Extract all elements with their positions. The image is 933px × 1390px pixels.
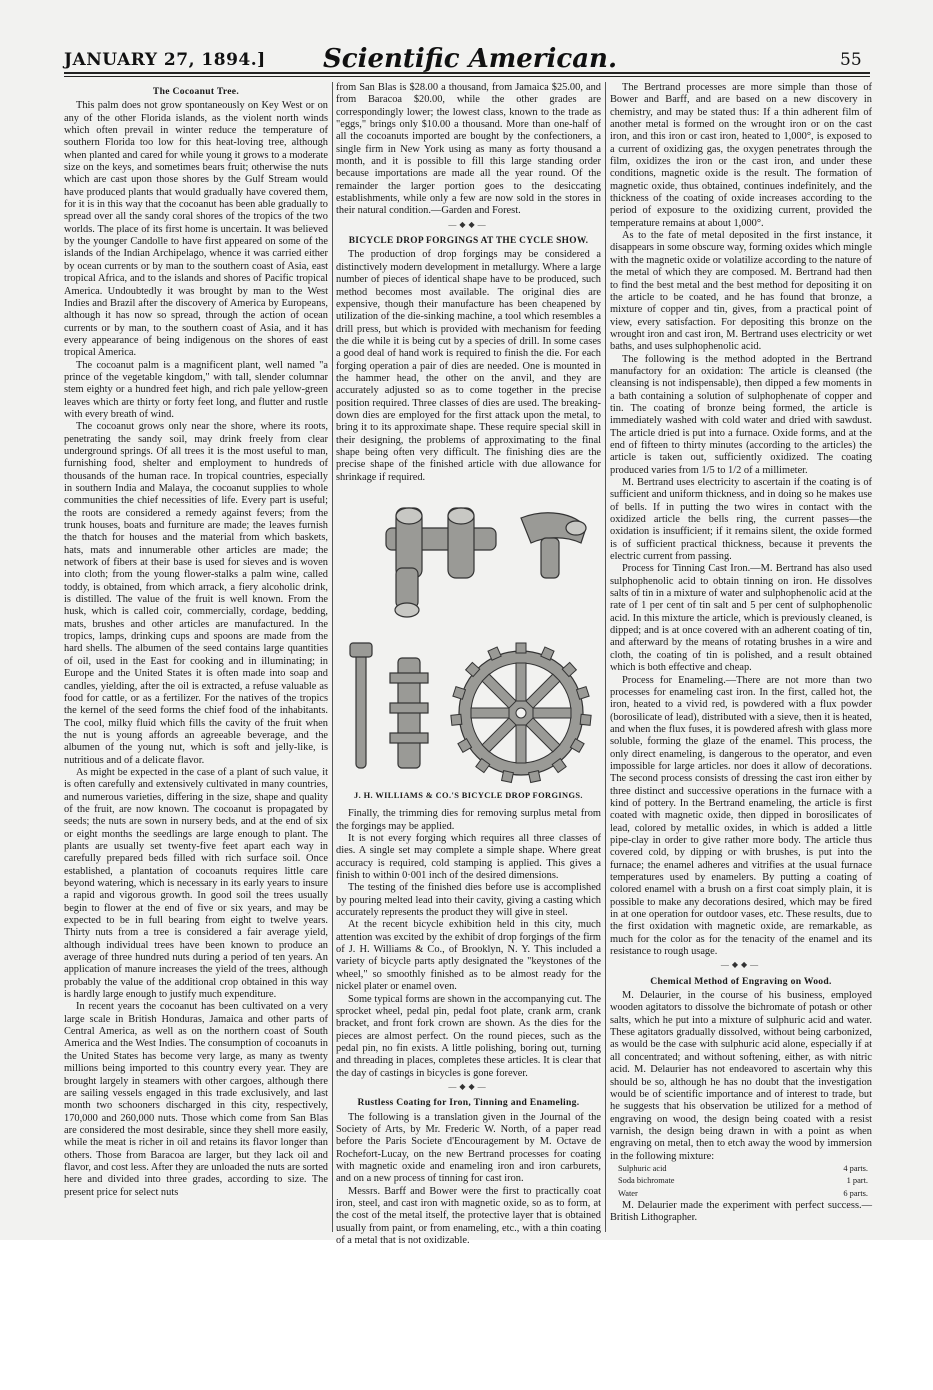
paragraph: Process for Enameling.—There are not more than two processes for enameling cast iron. In the first, called hot, the iron, heated to a vivid red, is powdered with a flux powder (borosilicate of lead), distributed with a sieve, then it is heated, and when the flux fuses, it is powdered afresh with glass more soluble, forming the glaze of the enamel. This process, the only direct enameling, is dangerous to the operator, and even impossible for large articles. nor does it allow of decorations. The second process consists of dressing the cast iron either by three distinct and successive operations in the furnace with a kind of pottery. In the Bertrand enameling, the article is first coated with magnetic oxide, then dipped in borosilicates of lead, colored by metallic oxides, in which is added a little pipe-clay in order to give rather more body. The article thus covered cold, by dipping or with brushes, is put into the furnace; the enamel adheres and vitrifies at the usual furnace temperatures used by enamelers. By putting a coating of colored enamel with a brush on a first coat simply plain, it is possible to make any decorations desired, which may be fired in at one operation for outdoor vases, etc. These results, due to the first oxidation with magnetic oxide, are remarkable, as much for the color as for the tenacity of the enamel and its resistance to rough usage. bbox=[610, 674, 872, 958]
mixture-row bbox=[610, 1175, 872, 1187]
paragraph: The following is the method adopted in the Bertrand manufactory for an oxidation: The article is cleansed (the cleansing is not indispensable), then dipped a few moments in a bath containing a solution of sulphophenate of copper and tin. The coating of bronze being formed, the article is immediately washed with cold water and dried with sawdust. The article dried is put into a furnace. Oxide forms, and at the end of fifteen to thirty minutes (according to the articles) the article is taken out, sufficiently oxidized. The coating produced varies from 1/5 to 1/2 of a millimeter. bbox=[610, 353, 872, 476]
mixture-amount: 1 part. bbox=[846, 1176, 868, 1186]
separator-ornament: —◆◆— bbox=[720, 960, 762, 970]
paragraph: As to the fate of metal deposited in the first instance, it disappears in some obscure way, forming oxides which mingle with the magnetic oxide or volatilize according to the nature of the metal of which they are composed. M. Bertrand had then to find the best metal and the best method for depositing it on the article to be coated, and he has found that bronze, a mixture of copper and tin, gives, from a practical point of view, every satisfaction. For depositing this bronze on the wrought iron and cast iron, M. Bertrand uses electricity or wet baths, and uses sulphophenolic acid. bbox=[610, 230, 872, 353]
mixture-row bbox=[610, 1163, 872, 1175]
mixture-amount: 4 parts. bbox=[843, 1163, 868, 1173]
article-title-bicycle: BICYCLE DROP FORGINGS AT THE CYCLE SHOW. bbox=[348, 236, 589, 247]
masthead: Scientific American. bbox=[322, 44, 618, 74]
separator-ornament: —◆◆— bbox=[448, 1081, 489, 1091]
issue-date: JANUARY 27, 1894.] bbox=[64, 50, 266, 70]
paragraph: The testing of the finished dies before use is accomplished by pouring melted lead into their cavity, giving a casting which accurately represents the product they will give in steel. bbox=[336, 882, 601, 919]
paragraph: As might be expected in the case of a plant of such value, it is often carefully and extensively cultivated in many countries, and numerous varieties, differing in the size, shape and quality of the fruit, are now known. The cocoanut is propagated by seeds; the nuts are sown in nursery beds, and at the end of six or eight months the seedlings are large enough to plant. The plants are usually set twenty-five feet apart each way in carefully prepared beds filled with rich surface soil. Once established, a plantation of cocoanuts requires little care beyond watering, which is necessary in its early years to insure a rapid and vigorous growth. In good soil the trees usually begin to flower at the end of five or six years, and may be expected to be in full bearing from eight to twelve years. Thirty nuts from a tree is considered a fair average yield, although individual trees have been known to produce an average of three hundred nuts during a period of ten years. An application of manure increases the yield of the trees, although probably the value of the additional crop obtained in this way is hardly large enough to justify much expenditure. bbox=[64, 766, 328, 1001]
article-title-engraving: Chemical Method of Engraving on Wood. bbox=[650, 975, 832, 987]
paragraph: The cocoanut palm is a magnificent plant, well named "a prince of the vegetable kingdom," with tall, slender columnar stem eighty or a hundred feet high, and rich pale yellow-green leaves which are thirty or forty feet long, and flutter and rustle with every breath of wind. bbox=[64, 359, 328, 420]
mixture-name: Water bbox=[618, 1188, 638, 1198]
paragraph: This palm does not grow spontaneously on Key West or on any of the other Florida islands, as the violent north winds which often prevail in winter reduce the temperature of southern Florida too low for this heat-loving tree, although when planted and cared for while young it grows to a moderate size on the keys, and sometimes bears fruit; otherwise the nuts which are cast upon those shores by the Gulf Stream would have produced plants that would gradually have covered them, for it is in this way that the cocoanut has been able gradually to spread over all the sandy coral shores of the tropics of the two worlds. The place of its first home is uncertain. It was believed by the younger Candolle to have first appeared on some of the islands of the Indian Archipelago, whence it was carried either by ocean currents or by man to the southern coast of Asia, east tropical Africa, and to the islands and shores of Pacific tropical America. Undoubtedly it was brought by man to the West Indies and Brazil after the discovery of America by Europeans, although it has now so spread, through the action of ocean currents or by man, to the southern coast of Asia, and it has every appearance of being indigenous on the shores of east tropical America. bbox=[64, 100, 328, 359]
column-1 bbox=[64, 82, 328, 1232]
paragraph: M. Bertrand uses electricity to ascertain if the coating is of sufficient and uniform thickness, and in doing so he makes use of bells. If in putting the two wires in contact with the oxidized article the bells ring, the current passes—the oxidation is insufficient; if it remains silent, the oxide formed is of sufficient practical thickness, because it prevents the electric current from passing. bbox=[610, 477, 872, 563]
article-title-rustless: Rustless Coating for Iron, Tinning and Enameling. bbox=[357, 1097, 580, 1109]
column-3 bbox=[610, 82, 872, 1232]
paragraph: The cocoanut grows only near the shore, where its roots, penetrating the sandy soil, may drink freely from clear underground springs. Of all trees it is the most useful to man, furnishing food, shelter and employment to hundreds of thousands of the human race. In tropical countries, especially in southern India and Malaya, the cocoanut supplies to whole communities the chief necessities of life. Every part is useful; the roots are considered a remedy against fevers; from the trunk houses, boats and furniture are made; the leaves furnish the thatch for houses and the material from which baskets, hats, mats and innumerable other articles are made; the network of fibers at their base is used for sieves and is woven into cloth; from the young flower-stalks a palm wine, called toddy, is obtained, from which arrack, a fiery alcoholic drink, is distilled. The value of the fruit is well known. From the husk, which is called coir, commercially, cordage, bedding, mats, brushes and other articles are manufactured. In the tropics, lamps, drinking cups and spoons are made from the hard shells. The albumen of the seed contains large quantities of oil, used in the East for cooking and in illuminating; in Europe and the United States it is often made into soap and candles, yielding, after the oil is extracted, a refuse valuable as food for cattle, or as a fertilizer. For the natives of the tropics the kernel of the seed forms the chief food of the inhabitants. The cool, milky fluid which fills the cavity of the fruit when the nut is young affords an agreeable beverage, and the albumen of the young nut, which is soft and jelly-like, is nutritious and of a delicate flavor. bbox=[64, 421, 328, 766]
paragraph: Process for Tinning Cast Iron.—M. Bertrand has also used sulphophenolic acid to obtain tinning on iron. He dissolves salts of tin in a mixture of water and sulphophenolic acid at the rate of 1 per cent of tin salt and 5 per cent of sulphophenolic acid. In this mixture the article, which is previously cleaned, is dipped; and is at once covered with an adherent coating of tin, and afterward by the means of rotating brushes in a wire and cloth, the coating of tin is polished, and a result obtained which is both effective and cheap. bbox=[610, 563, 873, 674]
mixture-name: Sulphuric acid bbox=[618, 1163, 667, 1173]
paragraph: The following is a translation given in the Journal of the Society of Arts, by Mr. Frederic W. North, of a paper read before the Paris Societe d'Encouragement by M. Octave de Rochefort-Lucay, on the new Bertrand processes for coating with magnetic oxide and enameling iron and iron carburets, and on a new process of tinning for cast iron. bbox=[336, 1111, 601, 1185]
article-title-cocoanut: The Cocoanut Tree. bbox=[152, 86, 240, 97]
page-number: 55 bbox=[840, 50, 862, 70]
paragraph: from San Blas is $28.00 a thousand, from Jamaica $25.00, and from Baracoa $20.00, while the other grades are correspondingly lower; the lowest class, known to the trade as "eggs," brings only $10.00 a thousand. More than one-half of all the cocoanuts imported are bought by the confectioners, a single firm in New York using as many as forty thousand a month, and it is possible to fill this large standing order because importations are made all the year round. Of the remainder the larger portion goes to the desiccating establishments, while only a few are now sold in the stores in their natural condition.—Garden and Forest. bbox=[336, 82, 601, 217]
bicycle-forgings-illustration bbox=[336, 488, 601, 788]
separator-ornament: —◆◆— bbox=[448, 219, 489, 229]
paragraph: At the recent bicycle exhibition held in this city, much attention was excited by the exhibit of drop forgings of the firm of J. H. Williams & Co., of Brooklyn, N. Y. This included a variety of bicycle parts aptly designated the "keystones of the wheel," so smoothly finished as to be almost ready for the nickel plater or enamel oven. bbox=[336, 919, 601, 993]
column-divider bbox=[332, 82, 333, 1232]
header-rule bbox=[64, 72, 870, 74]
paragraph: It is not every forging which requires all three classes of dies. A single set may complete a simple shape. Where great accuracy is required, cold stamping is applied. This gives a finish to within 0·001 inch of the desired dimensions. bbox=[336, 833, 601, 882]
paragraph: Finally, the trimming dies for removing surplus metal from the forgings may be applied. bbox=[336, 808, 601, 832]
column-divider bbox=[605, 82, 606, 1232]
mixture-name: Soda bichromate bbox=[618, 1176, 675, 1186]
paragraph: The production of drop forgings may be considered a distinctively modern development in metallurgy. Where a large number of pieces of identical shape have to be produced, such method becomes most available. The original dies are expensive, though their manufacture has been cheapened by utilization of the die-sinking machine, a tool which resembles a drill press, but which is provided with mechanism for feeding the die while it is being cut by a species of drill. In some cases a good deal of hand work is required to finish the die. For each forging operation a pair of dies are needed. One is mounted in the hammer head, the other on the anvil, and they are accurately adjusted so as to come together in the precise position required. Three classes of dies are used. The breaking-down dies are employed for the first attack upon the metal, to bring it to its approximate shape. These require special skill in their designing, the problems of approximating to the final shape being often very difficult. The finishing dies are the precise shape of the finished article with due allowance for shrinkage if required. bbox=[336, 249, 601, 483]
figure-caption: J. H. WILLIAMS & CO.'S BICYCLE DROP FORGINGS. bbox=[354, 791, 583, 800]
mixture-row bbox=[610, 1188, 872, 1200]
paragraph: Some typical forms are shown in the accompanying cut. The sprocket wheel, pedal pin, pedal foot plate, crank arm, crank bracket, and front fork crown are shown. As the dies for the pieces are almost perfect. On the round pieces, such as the pedal pin, no fin exists. A little polishing, boring out, turning and threading in places, completes these articles. It is clear that the day of castings in bicycles is gone forever. bbox=[336, 993, 601, 1079]
paragraph: The Bertrand processes are more simple than those of Bower and Barff, and are based on a new discovery in chemistry, and may be stated thus: If a thin adherent film of another metal is formed on the wrought iron or on the cast iron, and this iron or cast iron, heated to 1,000°, is exposed to a current of oxidizing gas, the oxygen penetrates through the film, oxidizes the iron or the cast iron, and under these conditions, magnetic oxide is the result. The formation of magnetic oxide, thus obtained, continues indefinitely, and the thickness of the coating of oxide increases according to the period of exposure to the oxidizing current, provided the temperature remains at about 1,000°. bbox=[610, 82, 872, 229]
paragraph: M. Delaurier, in the course of his business, employed wooden agitators to dissolve the bichromate of potash or other salts, which he put into a mixture of sulphuric acid and water. These agitators gradually dissolved, without being carbonized, as would be the case with sulphuric acid alone, especially if at all concentrated; and without softening, either, as with nitric acid. M. Delaurier has not endeavored to ascertain why this should be so, although he has no doubt that the investigation would be of scientific importance and of interest to trade, but he suggests that his observation be utilized for a method of engraving on wood, the design being coated with a resist varnish, the design being drawn in with a point as when engraving on metal, then to etch away the wood by immersion in the following mixture: bbox=[610, 990, 872, 1162]
mixture-amount: 6 parts. bbox=[843, 1188, 868, 1198]
column-2 bbox=[336, 82, 601, 1247]
header-rule-thin bbox=[64, 76, 870, 77]
paragraph: M. Delaurier made the experiment with perfect success.—British Lithographer. bbox=[610, 1199, 872, 1224]
paragraph: In recent years the cocoanut has been cultivated on a very large scale in British Honduras, Jamaica and other parts of Central America, as well as on the northern coast of South America and the West Indies. The consumption of cocoanuts in the United States has become very large, as many as twenty millions being imported to this country every year. They are brought largely in steamers with other cargoes, although there are sailing vessels engaged in this trade exclusively, and last month two schooners discharged in this city, respectively, 170,000 and 260,000 nuts. Those which come from San Blas are considered the most desirable, since they shell more easily, while the meat is richer in oil and retains its flavor longer than others. Those from Baracoa are larger, but they lack oil and flavor, and cost less. After they are unloaded the nuts are sorted here and divided into three grades, according to size. The present price for select nuts bbox=[64, 1001, 328, 1198]
paragraph: Messrs. Barff and Bower were the first to practically coat iron, steel, and cast iron with magnetic oxide, so as to form, at the cost of the metal itself, the protective layer that is obtained usually from paint, or from enameling, etc., with a thin coating of a metal that is not oxidizable. bbox=[336, 1185, 601, 1247]
